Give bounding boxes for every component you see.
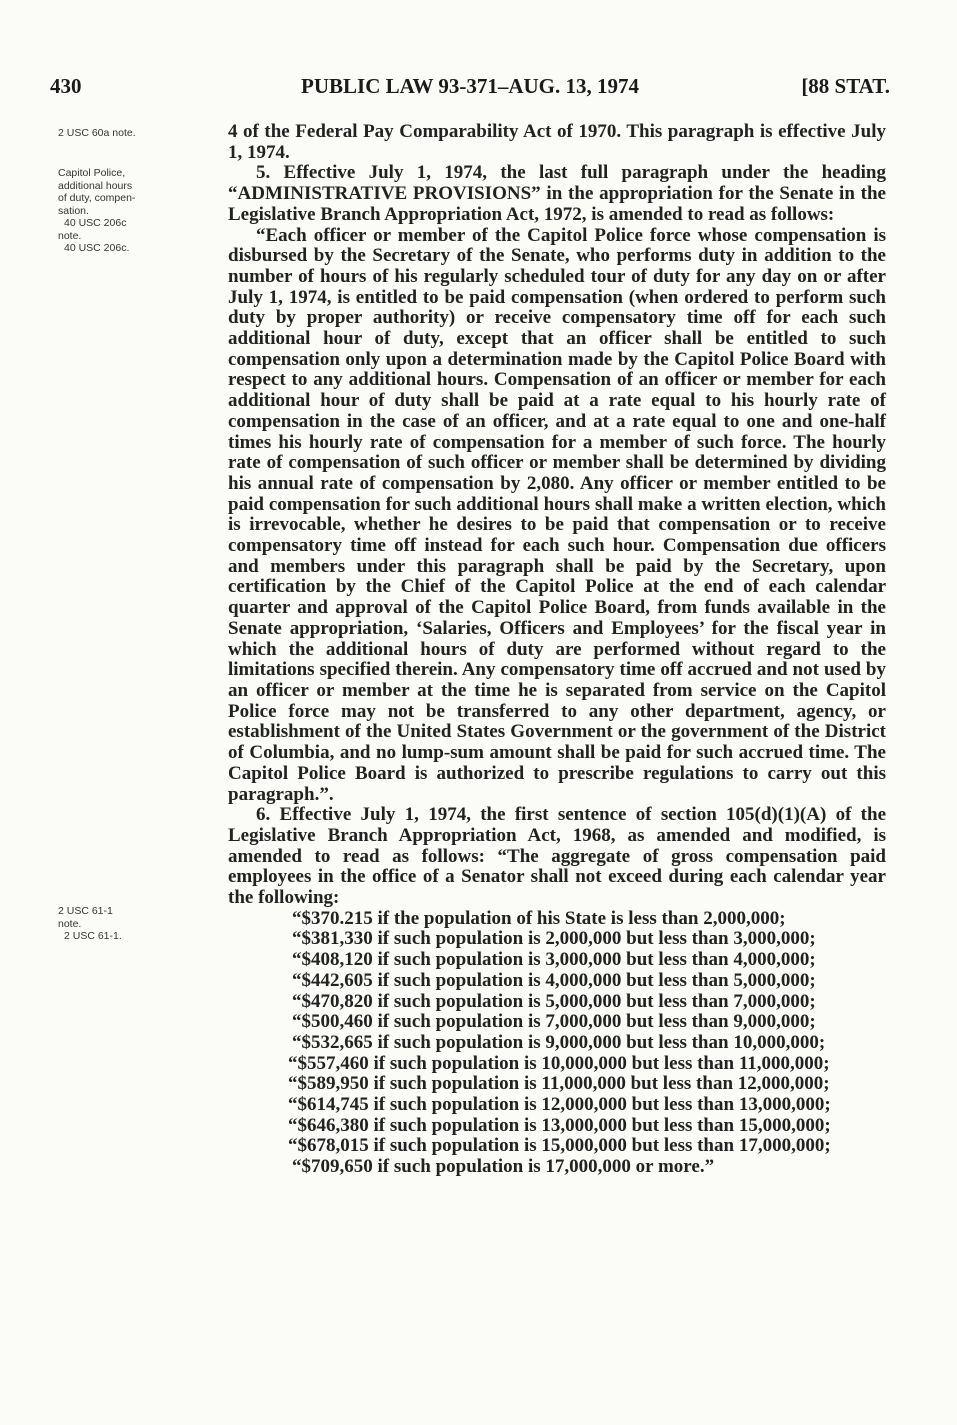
schedule-line: “$442,605 if such population is 4,000,000 but less than 5,000,000; <box>292 969 816 991</box>
margin-note-line: 2 USC 61-1. <box>64 930 122 942</box>
schedule-line: “$557,460 if such population is 10,000,000 but less than 11,000,000; <box>288 1052 830 1074</box>
margin-note-line: 2 USC 60a note. <box>58 127 136 139</box>
schedule-line: “$408,120 if such population is 3,000,000 but less than 4,000,000; <box>292 949 816 971</box>
schedule-line: “$589,950 if such population is 11,000,000 but less than 12,000,000; <box>288 1073 830 1095</box>
page-title: PUBLIC LAW 93-371–AUG. 13, 1974 <box>301 74 639 98</box>
page-header <box>50 74 890 108</box>
schedule-line: “$500,460 if such population is 7,000,000 but less than 9,000,000; <box>292 1011 816 1033</box>
margin-note-line: 40 USC 206c <box>64 217 127 229</box>
paragraph-5-quote: “Each officer or member of the Capitol Police force whose compensation is disbursed by the Secretary of the Senate, who performs duty in addition to the number of hours of his regularly scheduled tour of duty for any day on or after July 1, 1974, is entitled to be paid compensation (when ordered to perform such duty by proper authority) or receive compensatory time off for each such additional hour of duty, except that an officer shall be entitled to such compensation only upon a determination made by the Capitol Police Board with respect to any additional hours. Compensation of an officer or member for each additional hour of duty shall be paid at a rate equal to his hourly rate of compensation in the case of an officer, and at a rate equal to one and one-half times his hourly rate of compensation for a member of such force. The hourly rate of compensation of such officer or member shall be determined by dividing his annual rate of compensation by 2,080. Any officer or member entitled to be paid compensation for such additional hours shall make a written election, which is irrevocable, whether he desires to be paid that compensation or to receive compensatory time off instead for each such hour. Compensation due officers and members under this paragraph shall be paid by the Secretary, upon certification by the Chief of the Capitol Police at the end of each calendar quarter and approval of the Capitol Police Board, from funds available in the Senate appropriation, ‘Salaries, Officers and Employees’ for the fiscal year in which the additional hours of duty are performed without regard to the limitations specified therein. Any compensatory time off accrued and not used by an officer or member at the time he is separated from service on the Capitol Police force may not be transferred to any other department, agency, or establishment of the United States Government or the government of the District of Columbia, and no lump-sum amount shall be paid for such accrued time. The Capitol Police Board is authorized to prescribe regulations to carry out this paragraph.”. <box>228 224 886 805</box>
margin-note-line: 2 USC 61-1 <box>58 905 113 917</box>
margin-note-line: 40 USC 206c. <box>64 242 130 254</box>
schedule-line: “$532,665 if such population is 9,000,000 but less than 10,000,000; <box>292 1031 826 1053</box>
schedule-line: “$370.215 if the population of his State is less than 2,000,000; <box>292 907 786 929</box>
margin-note-line: sation. <box>58 204 89 217</box>
paragraph-6: 6. Effective July 1, 1974, the first sentence of section 105(d)(1)(A) of the Legislative Branch Appropriation Act, 1968, as amended and modified, is amended to read as follows: “The aggregate of gross compensation paid employees in the office of a Senator shall not exceed during each calendar year the following: <box>228 804 886 909</box>
margin-note-usc-61-1 <box>58 905 210 943</box>
schedule-line: “$381,330 if such population is 2,000,000 but less than 3,000,000; <box>292 928 816 950</box>
margin-note-line: note. <box>58 917 82 930</box>
schedule-line: “$646,380 if such population is 13,000,000 but less than 15,000,000; <box>288 1114 831 1136</box>
margin-note-capitol-police <box>58 167 210 255</box>
statute-reference: [88 STAT. <box>801 74 890 98</box>
paragraph-intro: 4 of the Federal Pay Comparability Act of 1970. This paragraph is effective July 1, 1974. <box>228 121 886 163</box>
margin-note-line: additional hours <box>58 179 133 192</box>
schedule-line: “$470,820 if such population is 5,000,000 but less than 7,000,000; <box>292 990 816 1012</box>
margin-note-usc-60a <box>58 127 210 140</box>
document-body <box>228 122 886 1178</box>
paragraph-5: 5. Effective July 1, 1974, the last full paragraph under the heading “ADMINISTRATIVE PROVISIONS” in the appropriation for the Senate in the Legislative Branch Appropriation Act, 1972, is amended to read as follows: <box>228 162 886 225</box>
margin-note-line: note. <box>58 229 82 242</box>
margin-note-line: Capitol Police, <box>58 167 126 179</box>
page-number: 430 <box>50 74 82 98</box>
schedule-line: “$709,650 if such population is 17,000,000 or more.” <box>292 1156 715 1178</box>
schedule-line: “$614,745 if such population is 12,000,000 but less than 13,000,000; <box>288 1094 831 1116</box>
margin-note-line: of duty, compen- <box>58 192 136 204</box>
schedule-line: “$678,015 if such population is 15,000,000 but less than 17,000,000; <box>288 1135 831 1157</box>
